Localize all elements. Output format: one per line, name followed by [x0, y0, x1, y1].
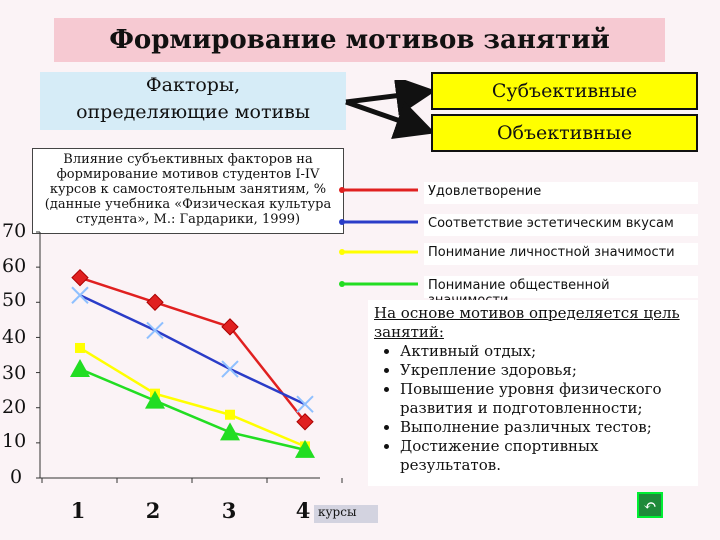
- legend-label-social: Понимание общественной: [424, 276, 698, 298]
- series-line: [80, 348, 305, 446]
- page-title: Формирование мотивов занятий: [54, 18, 665, 62]
- data-point: [147, 322, 163, 338]
- data-point: [72, 287, 88, 303]
- influence-caption: Влияние субъективных факторов на формирование мотивов студентов I-IV курсов к самостоятельным занятиям, % (данные учебника «Физическая культура студента», М.: Гардарики, 1999): [32, 148, 344, 234]
- y-tick-label: 50: [2, 289, 27, 311]
- legend-label-personal: Понимание личностной значимости: [424, 243, 698, 265]
- legend-label-satisfaction: Удовлетворение: [424, 182, 698, 204]
- y-tick-label: 40: [2, 326, 27, 348]
- goals-heading: На основе мотивов определяется цель занятий:: [374, 304, 680, 341]
- data-point: [145, 391, 165, 409]
- x-tick-label: 4: [295, 498, 311, 523]
- data-point: [72, 270, 88, 286]
- x-tick-label: 1: [70, 498, 86, 523]
- series-line: [80, 295, 305, 404]
- return-button[interactable]: ↶: [637, 492, 663, 518]
- y-tick-label: 10: [2, 430, 27, 452]
- goal-item: • Выполнение различных тестов;: [400, 418, 692, 437]
- data-point: [220, 422, 240, 440]
- subjective-box: Субъективные: [431, 72, 698, 110]
- goal-item: • Активный отдых;: [400, 342, 692, 361]
- data-point: [297, 396, 313, 412]
- legend-label-aesthetic: Соответствие эстетическим вкусам: [424, 214, 698, 236]
- data-point: [70, 359, 90, 377]
- y-tick-label: 70: [2, 220, 27, 242]
- objective-box: Объективные: [431, 114, 698, 152]
- data-point: [225, 410, 235, 420]
- data-point: [147, 294, 163, 310]
- data-point: [75, 343, 85, 353]
- chart-series: [70, 270, 315, 458]
- x-axis-label: курсы: [314, 505, 378, 523]
- y-tick-label: 0: [10, 466, 23, 488]
- goal-item: • Достижение спортивных результатов.: [400, 437, 692, 475]
- y-tick-label: 20: [2, 396, 27, 418]
- x-tick-label: 2: [145, 498, 161, 523]
- goals-list: [374, 342, 692, 475]
- goal-item: • Повышение уровня физического развития и подготовленности;: [400, 380, 692, 418]
- y-tick-label: 30: [2, 362, 27, 384]
- factors-line-1: Факторы,: [145, 74, 241, 96]
- series-line: [80, 369, 305, 450]
- data-point: [222, 361, 238, 377]
- goals-box: [368, 300, 698, 486]
- y-tick-label: 60: [2, 255, 27, 277]
- goal-item: • Укрепление здоровья;: [400, 361, 692, 380]
- chart-axes: [36, 232, 342, 483]
- factors-line-2: определяющие мотивы: [76, 101, 310, 123]
- x-tick-label: 3: [221, 498, 237, 523]
